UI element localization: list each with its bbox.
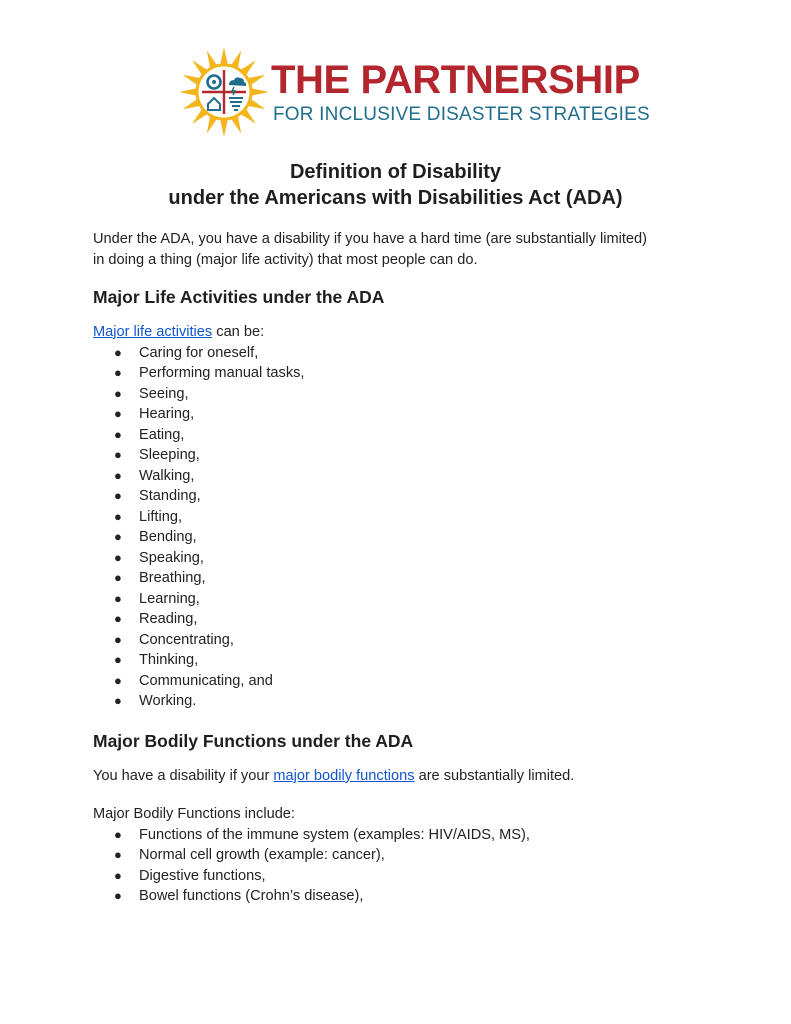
bullet-icon: ● <box>114 672 122 688</box>
bullet-icon: ● <box>114 652 122 668</box>
sun-ray <box>220 47 227 64</box>
list-item-text: Communicating, and <box>139 672 273 689</box>
list-item-text: Seeing, <box>139 385 189 402</box>
list-item-text: Bending, <box>139 529 197 546</box>
list-item-text: Standing, <box>139 488 201 505</box>
bullet-icon: ● <box>114 406 122 422</box>
section-heading-bodily-functions: Major Bodily Functions under the ADA <box>93 731 414 751</box>
list-item-text: Learning, <box>139 590 200 607</box>
sun-ray <box>252 88 269 95</box>
list-item <box>93 527 304 547</box>
bullet-icon: ● <box>114 590 122 606</box>
list-item-text: Sleeping, <box>139 447 200 464</box>
page-title-line-1: Definition of Disability <box>289 161 502 183</box>
list-item-text: Functions of the immune system (examples: HIV/AIDS, MS), <box>139 827 530 843</box>
bullet-icon: ● <box>114 549 122 565</box>
life-activities-lead <box>93 322 713 343</box>
intro-line-1: Under the ADA, you have a disability if you have a hard time (are substantially limited) <box>93 231 648 247</box>
list-item <box>93 363 304 383</box>
list-item-text: Thinking, <box>139 652 199 669</box>
bodily-functions-sentence-after: are substantially limited. <box>414 768 575 784</box>
bullet-icon: ● <box>114 345 122 360</box>
list-item-text: Working. <box>139 692 197 709</box>
list-item-text: Digestive functions, <box>139 867 266 884</box>
intro-paragraph <box>93 229 713 270</box>
logo-subtitle: FOR INCLUSIVE DISASTER STRATEGIES <box>273 104 650 125</box>
list-item <box>93 507 304 527</box>
list-item <box>93 671 304 691</box>
bullet-icon: ● <box>114 365 122 381</box>
list-item-text: Normal cell growth (example: cancer), <box>139 847 385 864</box>
bullet-icon: ● <box>114 611 122 627</box>
bodily-functions-sentence-before: You have a disability if your <box>93 768 274 784</box>
list-item-text: Speaking, <box>139 549 204 566</box>
life-activities-lead-text: can be: <box>212 324 265 340</box>
major-life-activities-link[interactable]: Major life activities <box>93 324 213 340</box>
list-item <box>93 630 304 650</box>
list-item-text: Walking, <box>139 467 195 484</box>
list-item-text: Bowel functions (Crohn’s disease), <box>139 888 364 905</box>
bullet-icon: ● <box>114 447 122 463</box>
bullet-icon: ● <box>114 529 122 545</box>
list-item-text: Caring for oneself, <box>139 345 259 361</box>
list-item <box>93 650 304 670</box>
page-title-line-2: under the Americans with Disabilities Act (ADA) <box>168 187 623 209</box>
sun-ray <box>220 120 227 137</box>
bullet-icon: ● <box>114 508 122 524</box>
list-item <box>93 466 304 486</box>
list-item-text: Eating, <box>139 426 185 443</box>
bullet-icon: ● <box>114 847 122 863</box>
list-item <box>93 568 304 588</box>
intro-line-2: in doing a thing (major life activity) that most people can do. <box>93 251 478 268</box>
list-item-text: Breathing, <box>139 570 206 587</box>
list-item-text: Hearing, <box>139 406 195 423</box>
bullet-icon: ● <box>114 385 122 401</box>
bullet-icon: ● <box>114 692 122 708</box>
list-item <box>93 589 304 609</box>
list-item <box>93 445 304 465</box>
list-item-text: Lifting, <box>139 508 182 525</box>
list-item <box>93 866 530 886</box>
list-item <box>93 548 304 568</box>
list-item <box>93 825 530 845</box>
bodily-functions-lead: Major Bodily Functions include: <box>93 806 295 822</box>
list-item <box>93 845 530 865</box>
bullet-icon: ● <box>114 888 122 904</box>
bullet-icon: ● <box>114 867 122 883</box>
bullet-icon: ● <box>114 570 122 586</box>
sun-logo-icon <box>178 46 270 138</box>
partnership-logo <box>178 46 650 138</box>
list-item-text: Performing manual tasks, <box>139 365 305 382</box>
bullet-icon: ● <box>114 467 122 483</box>
list-item <box>93 404 304 424</box>
list-item-text: Reading, <box>139 611 198 628</box>
major-bodily-functions-link[interactable]: major bodily functions <box>273 768 415 784</box>
list-item <box>93 886 530 906</box>
bodily-functions-sentence <box>93 766 713 787</box>
logo-title: THE PARTNERSHIP <box>271 58 640 102</box>
bullet-icon: ● <box>114 488 122 504</box>
list-item <box>93 343 304 363</box>
list-item <box>93 384 304 404</box>
bullet-icon: ● <box>114 426 122 442</box>
section-heading-life-activities: Major Life Activities under the ADA <box>93 287 385 307</box>
bodily-functions-list <box>93 825 530 907</box>
list-item <box>93 691 304 711</box>
list-item <box>93 425 304 445</box>
life-activities-list <box>93 343 304 711</box>
list-item <box>93 486 304 506</box>
list-item <box>93 609 304 629</box>
bullet-icon: ● <box>114 827 122 842</box>
list-item-text: Concentrating, <box>139 631 234 648</box>
sun-ray <box>179 88 196 95</box>
page-title <box>0 159 791 211</box>
bullet-icon: ● <box>114 631 122 647</box>
